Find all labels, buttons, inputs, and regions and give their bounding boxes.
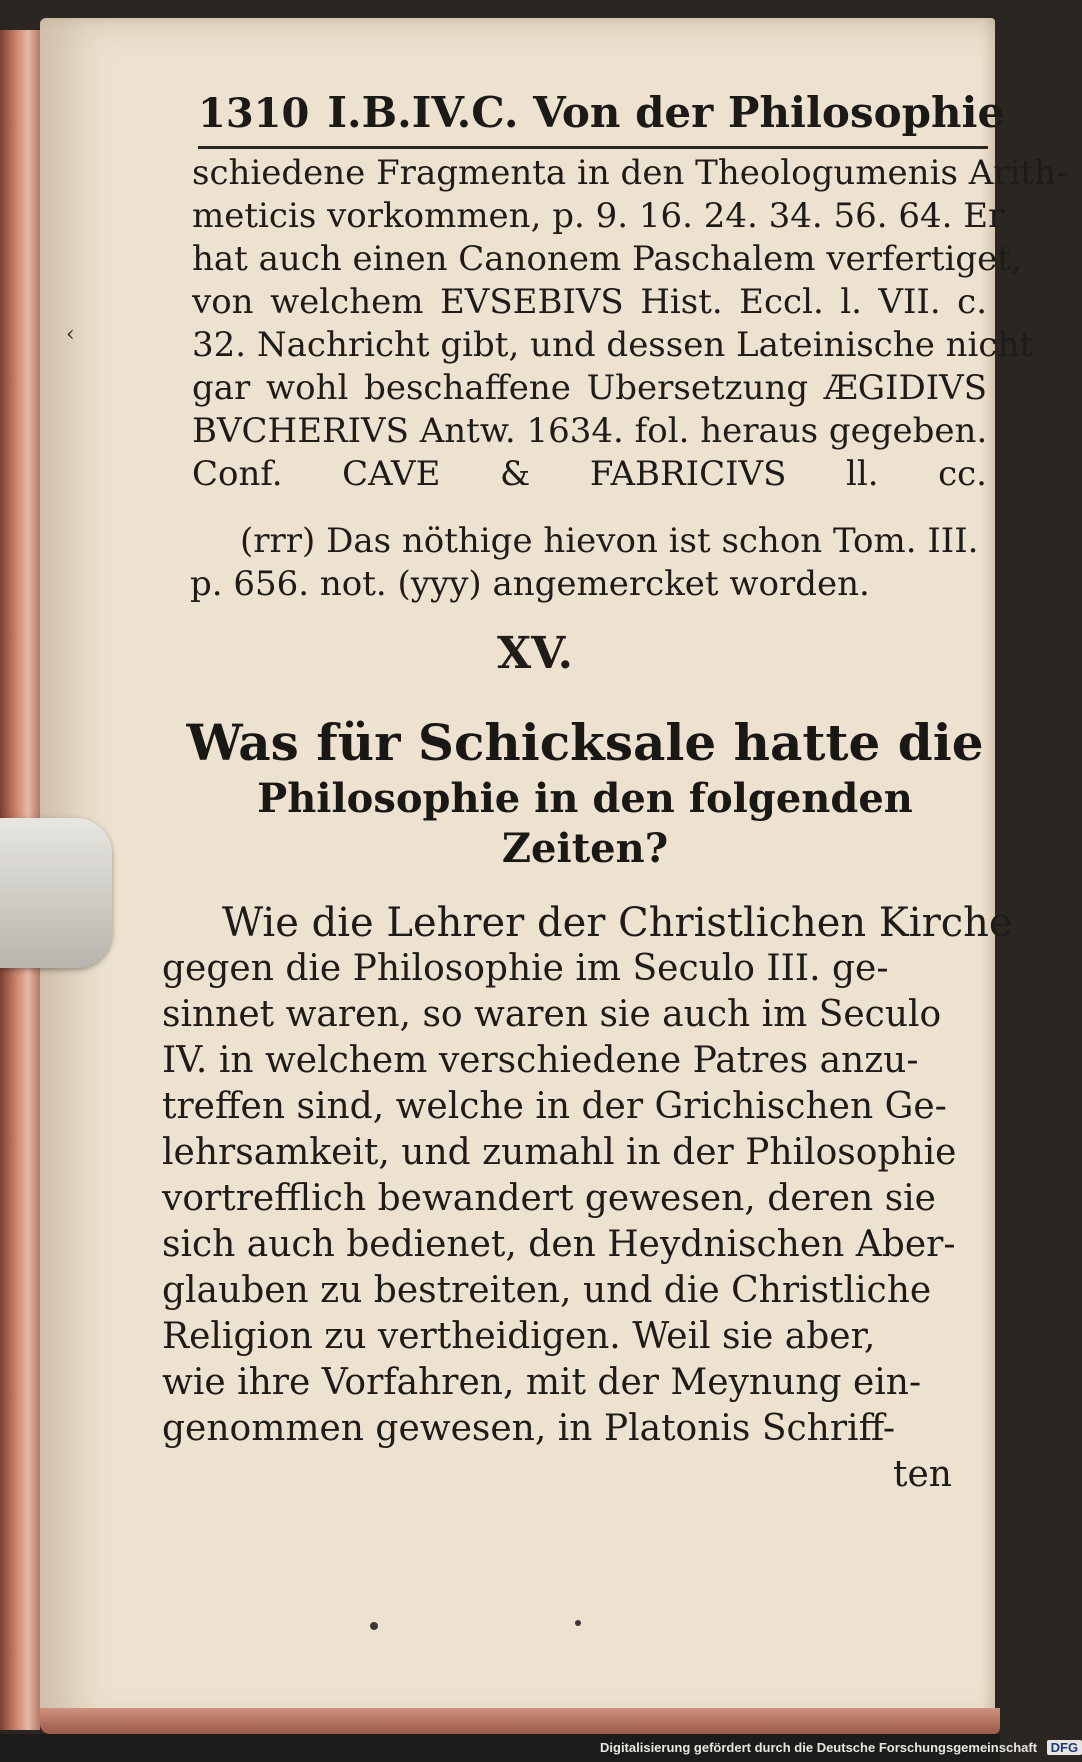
ink-speck xyxy=(575,1620,581,1626)
footnote-line: meticis vorkommen, p. 9. 16. 24. 34. 56. 64. Er xyxy=(192,196,1005,236)
footnote-line: gar wohl beschaffene Ubersetzung ÆGIDIVS xyxy=(192,368,987,408)
footnote-line: (rrr) Das nöthige hievon ist schon Tom. III. xyxy=(240,521,979,561)
body-text xyxy=(162,900,1013,1498)
footnote-line: schiedene Fragmenta in den Theologumenis Arith- xyxy=(192,153,1068,193)
body-line: Religion zu vertheidigen. Weil sie aber, xyxy=(162,1316,876,1357)
header-rule xyxy=(198,146,988,149)
section-heading xyxy=(180,712,990,874)
body-line: wie ihre Vorfahren, mit der Meynung ein- xyxy=(162,1362,922,1403)
heading-line: Was für Schicksale hatte die xyxy=(186,713,984,772)
catchword: ten xyxy=(893,1454,952,1495)
footnote-continued xyxy=(192,152,1068,496)
body-line: treffen sind, welche in der Grichischen Ge- xyxy=(162,1086,947,1127)
body-line: IV. in welchem verschiedene Patres anzu- xyxy=(162,1040,919,1081)
page-stack-bottom xyxy=(40,1708,1000,1734)
footnote-line: 32. Nachricht gibt, und dessen Lateinische nicht xyxy=(192,325,1034,365)
body-line: glauben zu bestreiten, und die Christliche xyxy=(162,1270,932,1311)
digitization-credit xyxy=(600,1740,1082,1755)
heading-line: Philosophie in den folgenden xyxy=(257,775,913,822)
body-line: genommen gewesen, in Platonis Schriff- xyxy=(162,1408,896,1449)
body-line: vortrefflich bewandert gewesen, deren sie xyxy=(162,1178,936,1219)
ink-speck xyxy=(370,1622,378,1630)
heading-line: Zeiten? xyxy=(501,825,669,872)
page-number: 1310 xyxy=(198,90,310,137)
body-line: sich auch bedienet, den Heydnischen Aber- xyxy=(162,1224,956,1265)
running-title: I.B.IV.C. Von der Philosophie xyxy=(327,88,1005,137)
body-line: sinnet waren, so waren sie auch im Seculo xyxy=(162,994,942,1035)
body-line: Wie die Lehrer der Christlichen Kirche xyxy=(222,900,1013,946)
body-line: lehrsamkeit, und zumahl in der Philosophie xyxy=(162,1132,957,1173)
footnote-line: p. 656. not. (yyy) angemercket worden. xyxy=(190,564,870,604)
dfg-logo: DFG xyxy=(1047,1740,1082,1755)
footnote-line: Conf. CAVE & FABRICIVS ll. cc. xyxy=(192,454,987,494)
footnote-line: von welchem EVSEBIVS Hist. Eccl. l. VII. c. xyxy=(192,282,987,322)
running-header xyxy=(198,88,1005,137)
footnote-line: BVCHERIVS Antw. 1634. fol. heraus gegeben. xyxy=(192,411,988,451)
margin-mark: ‹ xyxy=(66,322,75,347)
footnote-rrr xyxy=(190,520,985,606)
credit-text: Digitalisierung gefördert durch die Deutsche Forschungsgemeinschaft xyxy=(600,1740,1038,1755)
page-clip xyxy=(0,818,112,968)
body-line: gegen die Philosophie im Seculo III. ge- xyxy=(162,948,889,989)
footnote-line: hat auch einen Canonem Paschalem verfertiget, xyxy=(192,239,1022,279)
section-number: XV. xyxy=(497,628,573,679)
